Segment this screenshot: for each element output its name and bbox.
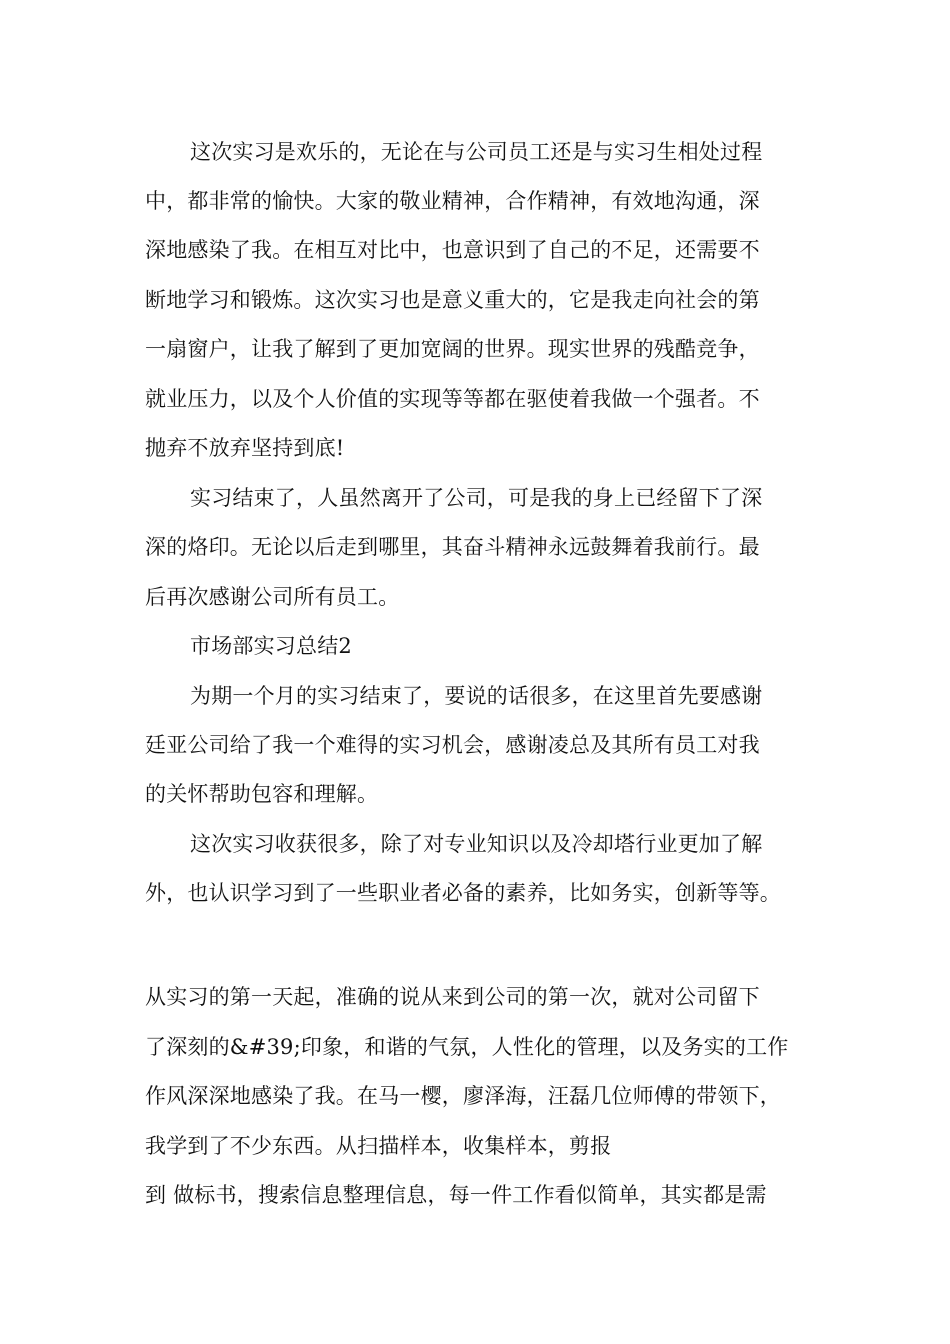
paragraph-line: 抛弃不放弃坚持到底! xyxy=(145,436,345,460)
paragraph-line: 就业压力，以及个人价值的实现等等都在驱使着我做一个强者。不 xyxy=(145,387,760,411)
paragraph-line: 这次实习收获很多，除了对专业知识以及冷却塔行业更加了解 xyxy=(190,832,763,856)
paragraph-line: 这次实习是欢乐的，无论在与公司员工还是与实习生相处过程 xyxy=(190,140,763,164)
paragraph-line: 我学到了不少东西。从扫描样本，收集样本，剪报 xyxy=(145,1134,612,1158)
paragraph-line: 为期一个月的实习结束了，要说的话很多，在这里首先要感谢 xyxy=(190,684,763,708)
paragraph-line: 中，都非常的愉快。大家的敬业精神，合作精神，有效地沟通，深 xyxy=(145,189,760,213)
paragraph-line: 实习结束了，人虽然离开了公司，可是我的身上已经留下了深 xyxy=(190,486,763,510)
paragraph-line: 深的烙印。无论以后走到哪里，其奋斗精神永远鼓舞着我前行。最 xyxy=(145,535,760,559)
section-heading: 市场部实习总结2 xyxy=(190,634,352,658)
paragraph-line: 的关怀帮助包容和理解。 xyxy=(145,782,379,806)
paragraph-line: 外，也认识学习到了一些职业者必备的素养，比如务实，创新等等。 xyxy=(145,881,781,905)
paragraph-line: 到 做标书，搜索信息整理信息，每一件工作看似简单，其实都是需 xyxy=(145,1183,767,1207)
paragraph-line: 断地学习和锻炼。这次实习也是意义重大的，它是我走向社会的第 xyxy=(145,288,760,312)
paragraph-line: 廷亚公司给了我一个难得的实习机会，感谢凌总及其所有员工对我 xyxy=(145,733,760,757)
paragraph-line: 一扇窗户，让我了解到了更加宽阔的世界。现实世界的残酷竞争， xyxy=(145,337,760,361)
paragraph-line: 深地感染了我。在相互对比中，也意识到了自己的不足，还需要不 xyxy=(145,238,760,262)
paragraph-line: 从实习的第一天起，准确的说从来到公司的第一次，就对公司留下 xyxy=(145,985,760,1009)
paragraph-line: 作风深深地感染了我。在马一樱，廖泽海，汪磊几位师傅的带领下， xyxy=(145,1084,781,1108)
paragraph-line: 了深刻的&#39;印象，和谐的气氛，人性化的管理，以及务实的工作 xyxy=(145,1035,789,1059)
paragraph-line: 后再次感谢公司所有员工。 xyxy=(145,585,400,609)
